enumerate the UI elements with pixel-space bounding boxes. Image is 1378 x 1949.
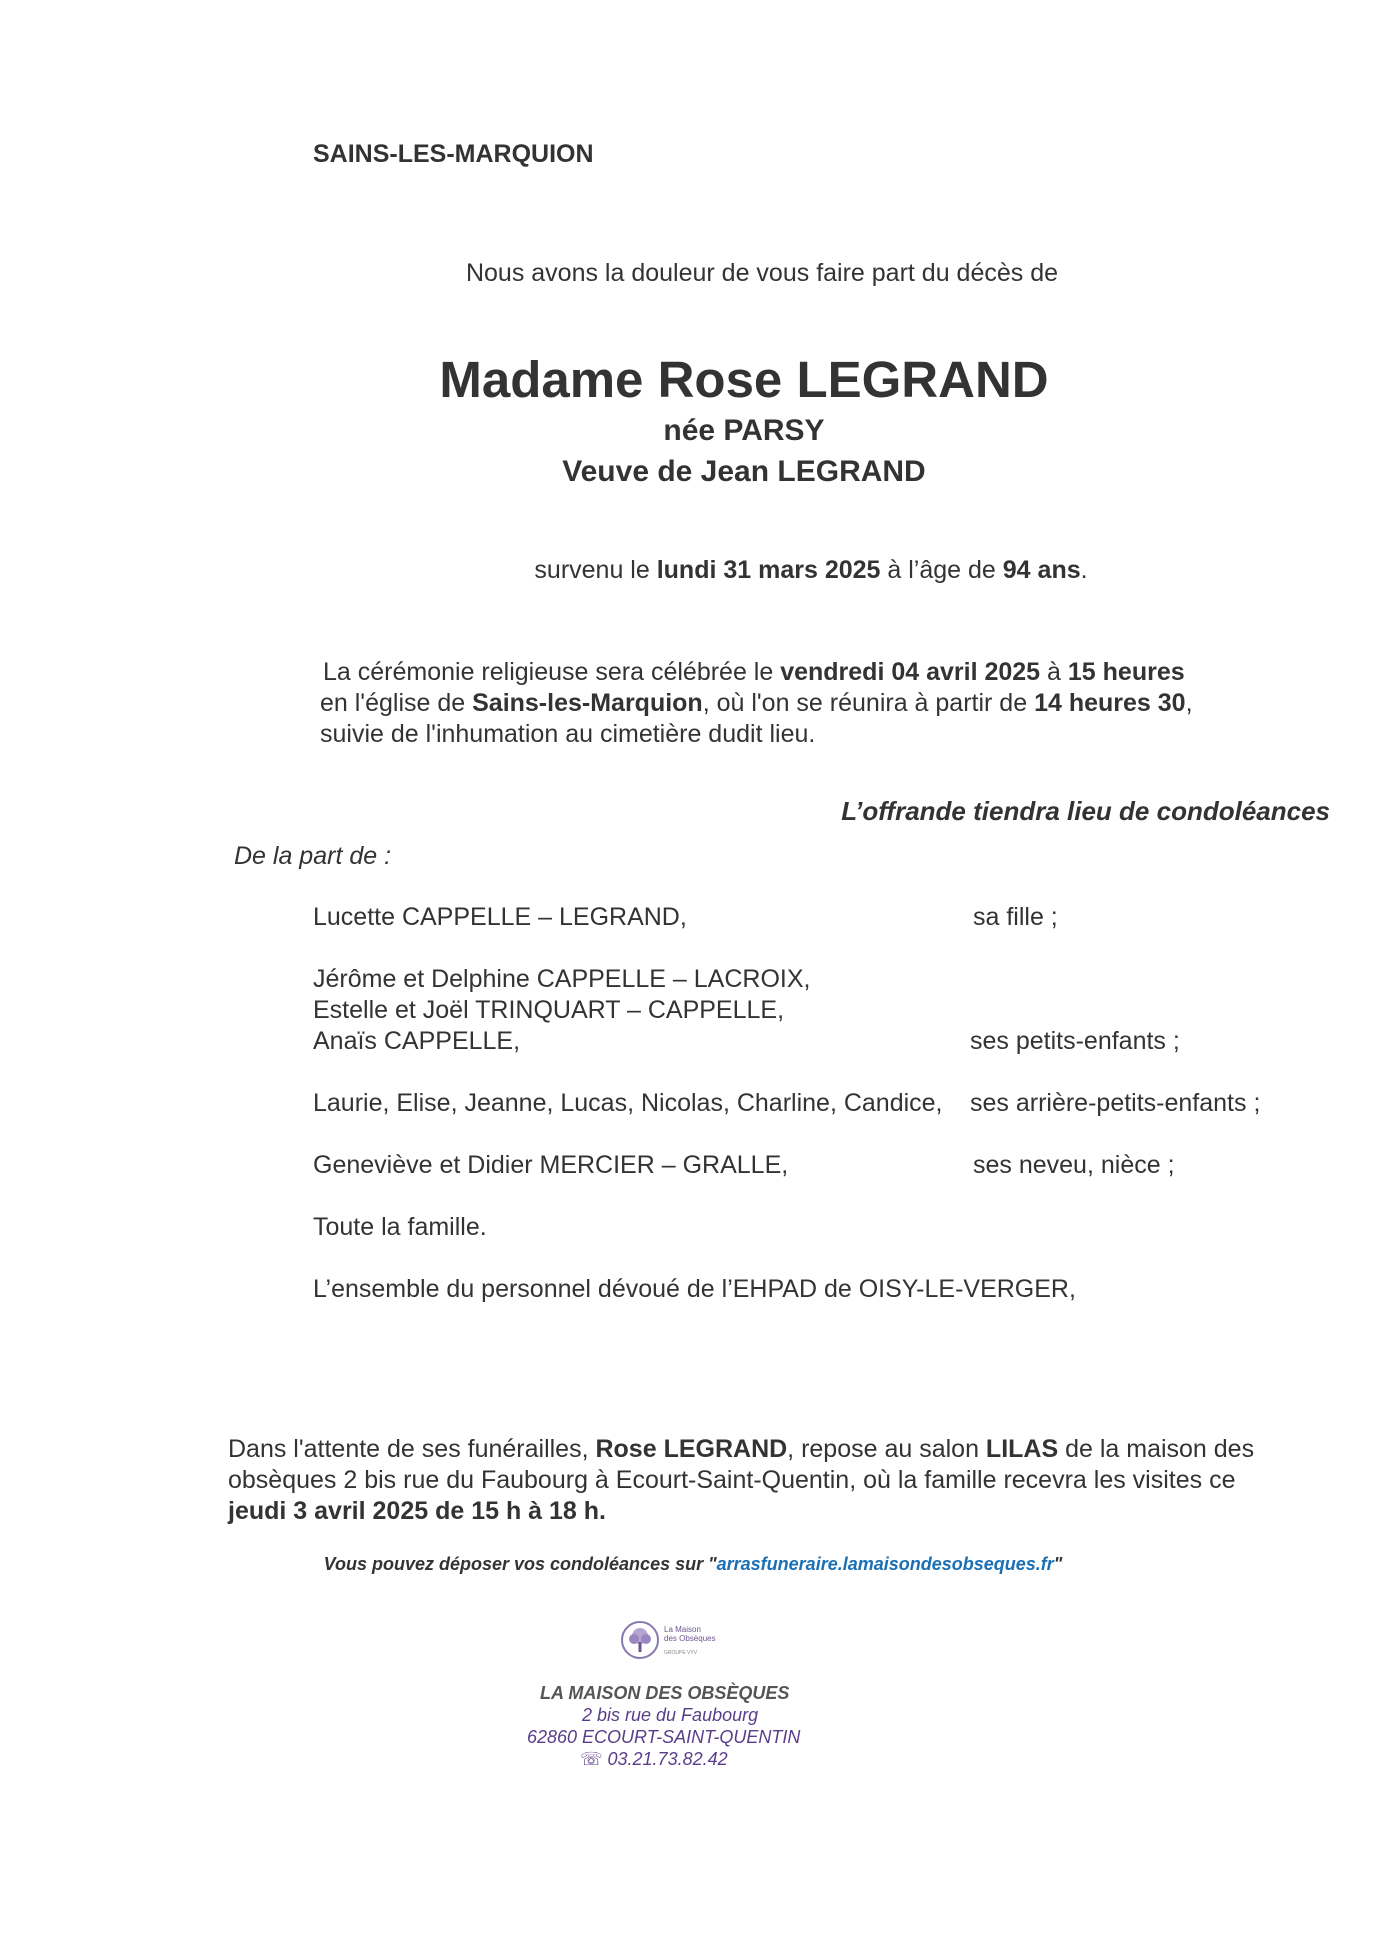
family-member-name: Geneviève et Didier MERCIER – GRALLE, [313,1151,789,1179]
funeral-home-name: LA MAISON DES OBSÈQUES [540,1683,790,1703]
family-member-name: Lucette CAPPELLE – LEGRAND, [313,903,687,931]
tree-logo-icon [620,1620,730,1660]
death-date: lundi 31 mars 2025 [656,556,881,584]
family-relation: sa fille ; [973,903,1058,931]
ceremony-line-2: en l'église de Sains-les-Marquion, où l'on se réunira à partir de 14 heures 30, [320,689,1193,717]
family-relation: ses arrière-petits-enfants ; [970,1089,1261,1117]
death-date-line: survenu le lundi 31 mars 2025 à l’âge de 94 ans. [534,556,1088,584]
family-member-name: Laurie, Elise, Jeanne, Lucas, Nicolas, Charline, Candice, [313,1089,943,1117]
intro-text: Nous avons la douleur de vous faire part du décès de [465,259,1059,287]
salon-line-3: jeudi 3 avril 2025 de 15 h à 18 h. [228,1497,606,1525]
death-age: 94 ans [1002,556,1081,584]
family-member-name: Jérôme et Delphine CAPPELLE – LACROIX, [313,965,811,993]
funeral-home-logo [620,1620,730,1660]
svg-text:des Obsèques: des Obsèques [664,1634,716,1643]
maiden-name: née PARSY [663,414,825,447]
family-relation: ses petits-enfants ; [970,1027,1180,1055]
salon-line-2: obsèques 2 bis rue du Faubourg à Ecourt-Saint-Quentin, où la famille recevra les visites ce [228,1466,1236,1494]
svg-text:GROUPE VYV: GROUPE VYV [664,1650,698,1656]
ceremony-line-3: suivie de l'inhumation au cimetière dudit lieu. [320,720,816,748]
family-member-name: Toute la famille. [313,1213,487,1241]
ceremony-line-1: La cérémonie religieuse sera célébrée le vendredi 04 avril 2025 à 15 heures [323,658,1185,686]
family-relation: ses neveu, nièce ; [973,1151,1175,1179]
town-heading: SAINS-LES-MARQUION [313,140,594,168]
funeral-home-city: 62860 ECOURT-SAINT-QUENTIN [527,1727,801,1747]
svg-text:La Maison: La Maison [664,1625,701,1634]
condolences-note: Vous pouvez déposer vos condoléances sur "arrasfuneraire.lamaisondesobseques.fr" [323,1554,1063,1574]
salon-line-1: Dans l'attente de ses funérailles, Rose LEGRAND, repose au salon LILAS de la maison des [228,1435,1255,1463]
condolences-link[interactable]: arrasfuneraire.lamaisondesobseques.fr [716,1554,1054,1574]
deceased-name: Madame Rose LEGRAND [439,351,1049,408]
from-label: De la part de : [234,842,392,870]
family-member-name: Estelle et Joël TRINQUART – CAPPELLE, [313,996,785,1024]
widow-of: Veuve de Jean LEGRAND [562,455,926,488]
funeral-home-street: 2 bis rue du Faubourg [582,1705,759,1725]
funeral-home-phone[interactable]: ☏ 03.21.73.82.42 [580,1749,728,1769]
family-member-name: Anaïs CAPPELLE, [313,1027,521,1055]
family-member-name: L’ensemble du personnel dévoué de l’EHPAD de OISY-LE-VERGER, [313,1275,1076,1303]
offering-note: L’offrande tiendra lieu de condoléances [841,796,1330,826]
